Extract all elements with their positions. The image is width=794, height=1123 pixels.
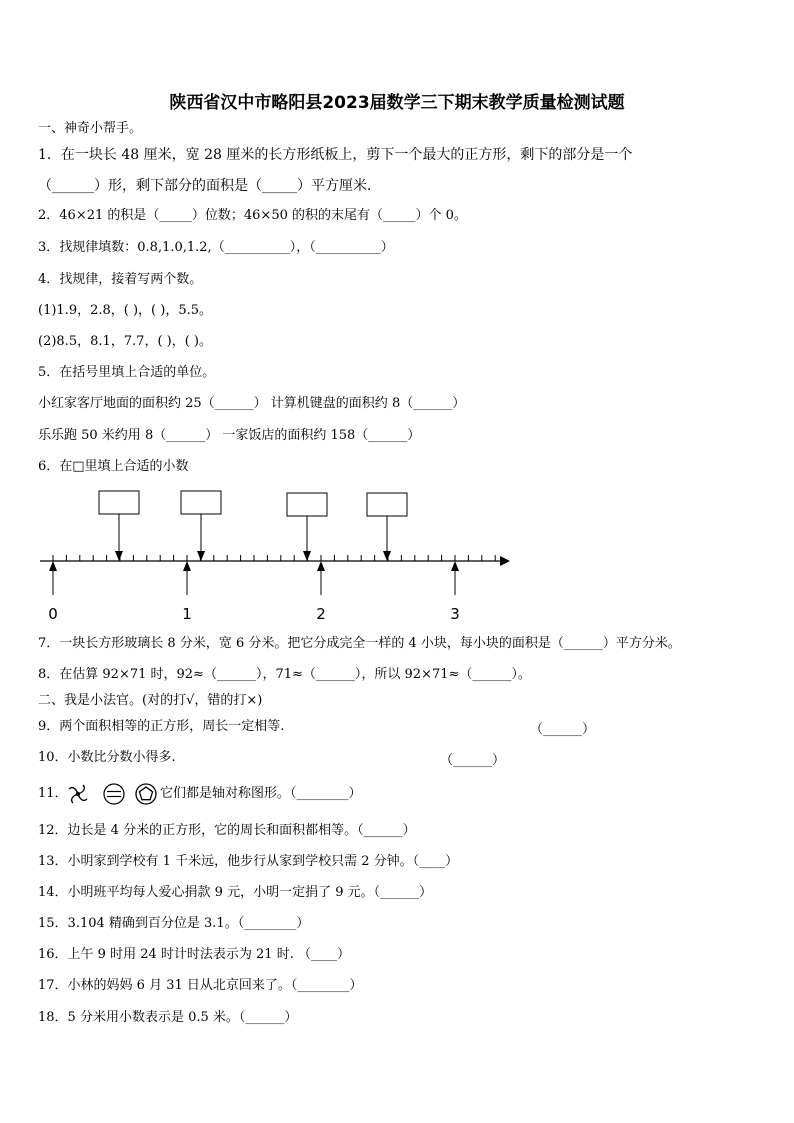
question-4-part-1: (1)1.9，2.8，( )，( )，5.5。 bbox=[38, 303, 212, 318]
question-5: 5．在括号里填上合适的单位。 bbox=[38, 365, 216, 380]
number-line-label-1: 1 bbox=[182, 605, 192, 623]
integer-arrows bbox=[49, 561, 459, 595]
question-5-row-1: 小红家客厅地面的面积约 25（______） 计算机键盘的面积约 8（______） bbox=[38, 396, 466, 411]
number-line-label-2: 2 bbox=[316, 605, 326, 623]
number-line-label-3: 3 bbox=[450, 605, 460, 623]
question-12: 12．边长是 4 分米的正方形，它的周长和面积都相等。（______） bbox=[38, 823, 416, 838]
question-4: 4．找规律，接着写两个数。 bbox=[38, 272, 203, 287]
question-2: 2．46×21 的积是（_____）位数；46×50 的积的末尾有（_____）个 0。 bbox=[38, 208, 467, 223]
question-15: 15．3.104 精确到百分位是 3.1。（________） bbox=[38, 916, 310, 931]
axis-arrow-head bbox=[500, 556, 510, 566]
question-17: 17．小林的妈妈 6 月 31 日从北京回来了。（________） bbox=[38, 978, 363, 993]
page-title: 陕西省汉中市略阳县2023届数学三下期末教学质量检测试题 bbox=[169, 93, 625, 113]
question-9-answer-blank[interactable]: （______） bbox=[530, 722, 596, 737]
question-13: 13．小明家到学校有 1 千米远，他步行从家到学校只需 2 分钟。（____） bbox=[38, 854, 459, 869]
question-1-line-2: （______）形，剩下部分的面积是（_____）平方厘米． bbox=[38, 178, 381, 194]
question-1-line-1: 1．在一块长 48 厘米，宽 28 厘米的长方形纸板上，剪下一个最大的正方形，剩下的部分是一个 bbox=[38, 147, 633, 163]
answer-box-1 bbox=[99, 491, 139, 561]
question-6: 6．在□里填上合适的小数 bbox=[38, 459, 189, 474]
scalloped-circle-icon bbox=[136, 784, 156, 804]
section-2-heading: 二、我是小法官。(对的打√，错的打×) bbox=[38, 693, 263, 708]
answer-box-2 bbox=[181, 491, 221, 561]
answer-box-4 bbox=[367, 493, 407, 561]
question-10: 10．小数比分数小得多. bbox=[38, 750, 176, 765]
question-11-number: 11． bbox=[38, 786, 68, 801]
question-3: 3．找规律填数：0.8,1.0,1.2,（__________），（__________） bbox=[38, 240, 394, 255]
circle-with-lines-icon bbox=[104, 784, 124, 804]
section-1-heading: 一、神奇小帮手。 bbox=[38, 121, 143, 136]
question-5-row-2: 乐乐跑 50 米约用 8（______） 一家饭店的面积约 158（______） bbox=[38, 428, 421, 443]
question-7: 7．一块长方形玻璃长 8 分米，宽 6 分米。把它分成完全一样的 4 小块，每小块的面积是（______）平方分米。 bbox=[38, 636, 681, 651]
question-14: 14．小明班平均每人爱心捐款 9 元，小明一定捐了 9 元。（______） bbox=[38, 885, 433, 900]
question-8: 8．在估算 92×71 时，92≈（______），71≈（______），所以 92×71≈（______）。 bbox=[38, 667, 531, 682]
question-9: 9．两个面积相等的正方形，周长一定相等. bbox=[38, 719, 285, 734]
question-11-shapes bbox=[66, 780, 166, 808]
question-4-part-2: (2)8.5，8.1，7.7，( )，( )。 bbox=[38, 334, 212, 349]
question-10-answer-blank[interactable]: （______） bbox=[440, 753, 506, 768]
question-11-text: 它们都是轴对称图形。（________） bbox=[160, 786, 362, 801]
answer-box-3 bbox=[287, 493, 327, 561]
question-18: 18．5 分米用小数表示是 0.5 米。（______） bbox=[38, 1010, 298, 1025]
number-line-label-0: 0 bbox=[48, 605, 58, 623]
question-16: 16．上午 9 时用 24 时计时法表示为 21 时. （____） bbox=[38, 947, 350, 962]
pinwheel-shape-icon bbox=[69, 785, 87, 803]
number-line-figure bbox=[0, 485, 794, 625]
